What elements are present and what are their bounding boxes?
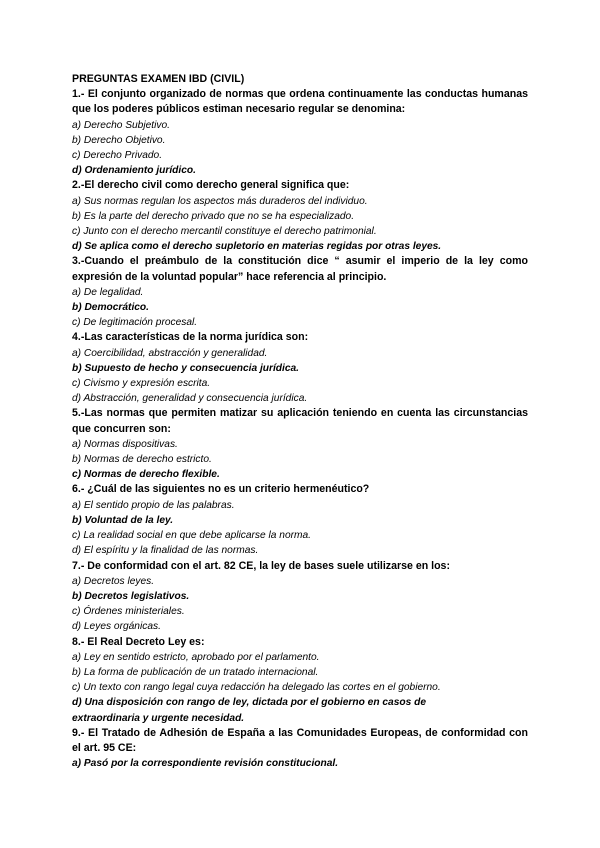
option-1a: a) Derecho Subjetivo. [72,119,170,131]
question-9: 9.- El Tratado de Adhesión de España a las Comunidades Europeas, de conformidad con el art. 95 CE: [72,726,528,754]
answer-8d: d) Una disposición con rango de ley, dictada por el gobierno en casos de [72,697,426,709]
option-6d: d) El espíritu y la finalidad de las normas. [72,545,259,557]
question-4: 4.-Las características de la norma jurídica son: [72,331,309,344]
question-5: 5.-Las normas que permiten matizar su aplicación teniendo en cuenta las circunstancias que concurren son: [72,407,528,435]
option-7a: a) Decretos leyes. [72,575,155,587]
question-6: 6.- ¿Cuál de las siguientes no es un criterio hermenéutico? [72,483,370,496]
answer-2d: d) Se aplica como el derecho supletorio en materias regidas por otras leyes. [72,241,442,253]
question-1: 1.- El conjunto organizado de normas que ordena continuamente las conductas humanas que los poderes públicos estiman necesario regular se denomina: [72,88,528,116]
option-3a: a) De legalidad. [72,286,144,298]
answer-6b: b) Voluntad de la ley. [72,514,174,526]
document-title: PREGUNTAS EXAMEN IBD (CIVIL) [72,73,245,85]
question-7: 7.- De conformidad con el art. 82 CE, la ley de bases suele utilizarse en los: [72,559,450,572]
option-5b: b) Normas de derecho estricto. [72,454,212,466]
answer-3b: b) Democrático. [72,302,149,314]
option-2a: a) Sus normas regulan los aspectos más duraderos del individuo. [72,195,368,207]
option-4a: a) Coercibilidad, abstracción y generalidad. [72,347,268,359]
option-8b: b) La forma de publicación de un tratado internacional. [72,666,319,678]
option-8c: c) Un texto con rango legal cuya redacción ha delegado las cortes en el gobierno. [72,682,441,694]
option-8a: a) Ley en sentido estricto, aprobado por el parlamento. [72,651,320,663]
option-3c: c) De legitimación procesal. [72,317,198,329]
answer-8d-continued: extraordinaria y urgente necesidad. [72,712,245,724]
option-5a: a) Normas dispositivas. [72,438,178,450]
option-2b: b) Es la parte del derecho privado que no se ha especializado. [72,210,355,222]
option-2c: c) Junto con el derecho mercantil constituye el derecho patrimonial. [72,226,377,238]
option-6c: c) La realidad social en que debe aplicarse la norma. [72,530,311,542]
option-7d: d) Leyes orgánicas. [72,621,161,633]
option-4c: c) Civismo y expresión escrita. [72,378,211,390]
option-1b: b) Derecho Objetivo. [72,134,166,146]
answer-7b: b) Decretos legislativos. [72,590,190,602]
answer-4b: b) Supuesto de hecho y consecuencia jurídica. [72,362,300,374]
question-2: 2.-El derecho civil como derecho general significa que: [72,179,350,192]
question-8: 8.- El Real Decreto Ley es: [72,635,205,648]
answer-1d: d) Ordenamiento jurídico. [72,165,196,177]
option-4d: d) Abstracción, generalidad y consecuencia jurídica. [72,393,308,405]
answer-5c: c) Normas de derecho flexible. [72,469,220,481]
option-6a: a) El sentido propio de las palabras. [72,499,235,511]
answer-9a: a) Pasó por la correspondiente revisión constitucional. [72,758,339,770]
option-7c: c) Órdenes ministeriales. [72,606,185,618]
option-1c: c) Derecho Privado. [72,150,163,162]
document-page [72,72,528,771]
question-3: 3.-Cuando el preámbulo de la constitución dice “ asumir el imperio de la ley como expresión de la voluntad popular” hace referencia al principio. [72,255,528,283]
